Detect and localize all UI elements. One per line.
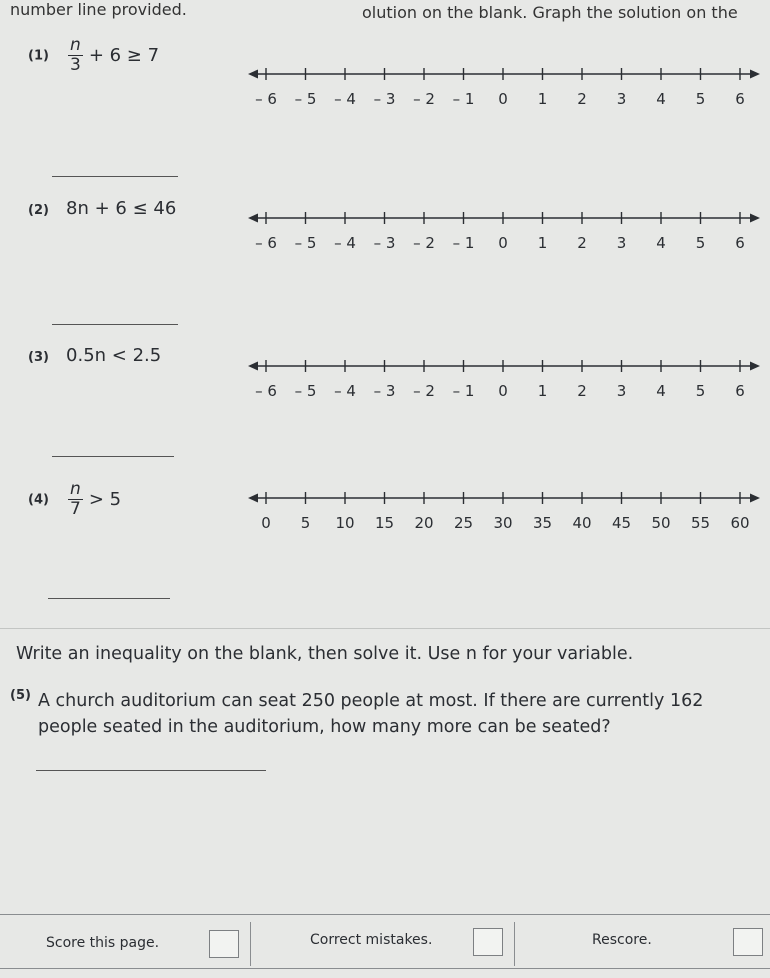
header-right-text: olution on the blank. Graph the solution on the xyxy=(362,3,738,22)
problem-number: (3) xyxy=(28,350,49,365)
tick-label: 6 xyxy=(735,234,745,252)
number-line-2[interactable] xyxy=(244,206,764,252)
tick-label: 0 xyxy=(261,514,271,532)
tick-label: – 6 xyxy=(255,382,277,400)
tick-label: – 1 xyxy=(452,382,475,400)
problem-5-text: A church auditorium can seat 250 people at most. If there are currently 162 people seated in the auditorium, how many more can be seated? xyxy=(38,691,704,738)
number-line-1[interactable] xyxy=(244,62,764,108)
tick-label: 10 xyxy=(335,514,355,532)
number-line-4[interactable] xyxy=(244,486,764,532)
left-arrow-icon xyxy=(248,362,258,371)
tick-label: 50 xyxy=(651,514,671,532)
score-box[interactable] xyxy=(209,930,239,958)
tick-label: – 5 xyxy=(294,90,317,108)
tick-label: 3 xyxy=(616,382,627,400)
tick-label: – 3 xyxy=(373,234,396,252)
score-label: Score this page. xyxy=(46,935,160,951)
instruction-text: Write an inequality on the blank, then solve it. Use n for your variable. xyxy=(16,644,634,664)
tick-label: 5 xyxy=(300,514,311,532)
tick-label: 4 xyxy=(656,234,666,252)
footer-bottom-line xyxy=(0,968,770,969)
answer-blank-4[interactable] xyxy=(48,598,170,599)
problem-2 xyxy=(28,198,176,219)
tick-label: 0 xyxy=(498,382,508,400)
tick-label: 20 xyxy=(414,514,434,532)
tick-label: 35 xyxy=(532,514,553,532)
footer-divider xyxy=(514,922,515,966)
number-line-3[interactable] xyxy=(244,354,764,400)
tick-label: 1 xyxy=(537,382,548,400)
tick-label: – 4 xyxy=(334,90,356,108)
tick-label: – 4 xyxy=(334,382,356,400)
tick-label: – 2 xyxy=(413,90,435,108)
tick-label: 5 xyxy=(695,90,706,108)
answer-blank-3[interactable] xyxy=(52,456,174,457)
footer-divider xyxy=(250,922,251,966)
tick-label: – 2 xyxy=(413,234,435,252)
problem-number: (1) xyxy=(28,48,49,64)
fraction-denominator: 7 xyxy=(70,498,81,519)
right-arrow-icon xyxy=(750,214,760,223)
expression-rest: > 5 xyxy=(88,488,122,510)
tick-label: 2 xyxy=(577,234,587,252)
problem-1 xyxy=(28,36,159,74)
tick-label: 1 xyxy=(537,90,548,108)
right-arrow-icon xyxy=(750,362,760,371)
tick-label: – 4 xyxy=(334,234,356,252)
tick-label: 2 xyxy=(577,90,587,108)
tick-label: 3 xyxy=(616,90,627,108)
rescore-label: Rescore. xyxy=(592,932,652,948)
tick-label: 40 xyxy=(572,514,592,532)
tick-label: 45 xyxy=(611,514,632,532)
tick-label: – 5 xyxy=(294,234,317,252)
tick-label: 3 xyxy=(616,234,627,252)
left-arrow-icon xyxy=(248,494,258,503)
right-arrow-icon xyxy=(750,494,760,503)
problem-number: (4) xyxy=(28,492,49,508)
tick-label: 0 xyxy=(498,234,508,252)
tick-label: – 1 xyxy=(452,90,475,108)
tick-label: 2 xyxy=(577,382,587,400)
answer-blank-1[interactable] xyxy=(52,176,178,177)
inequality-expression: 0.5n < 2.5 xyxy=(66,345,162,366)
tick-label: 6 xyxy=(735,382,745,400)
correct-mistakes-box[interactable] xyxy=(473,928,503,956)
problem-4 xyxy=(28,480,121,518)
tick-label: 5 xyxy=(695,234,706,252)
tick-label: – 3 xyxy=(373,382,396,400)
tick-label: 60 xyxy=(730,514,750,532)
left-arrow-icon xyxy=(248,214,258,223)
answer-blank-5[interactable] xyxy=(36,770,266,771)
fraction-denominator: 3 xyxy=(70,54,81,75)
left-arrow-icon xyxy=(248,70,258,79)
tick-label: 1 xyxy=(537,234,548,252)
header-left-text: number line provided. xyxy=(10,0,187,19)
problem-5-number: (5) xyxy=(10,688,31,703)
tick-label: – 5 xyxy=(294,382,317,400)
tick-label: – 3 xyxy=(373,90,396,108)
tick-label: 55 xyxy=(690,514,711,532)
tick-label: – 2 xyxy=(413,382,435,400)
correct-mistakes-label: Correct mistakes. xyxy=(310,932,433,948)
right-arrow-icon xyxy=(750,70,760,79)
tick-label: 25 xyxy=(453,514,474,532)
problem-number: (2) xyxy=(28,203,49,218)
section-divider xyxy=(0,628,770,629)
tick-label: 4 xyxy=(656,382,666,400)
tick-label: – 6 xyxy=(255,90,277,108)
tick-label: 15 xyxy=(374,514,395,532)
fraction xyxy=(68,36,83,74)
tick-label: – 1 xyxy=(452,234,475,252)
answer-blank-2[interactable] xyxy=(52,324,178,325)
fraction-numerator: n xyxy=(70,479,81,499)
expression-rest: + 6 ≥ 7 xyxy=(88,44,160,66)
tick-label: 0 xyxy=(498,90,508,108)
tick-label: 30 xyxy=(493,514,513,532)
tick-label: 4 xyxy=(656,90,666,108)
tick-label: 5 xyxy=(695,382,706,400)
rescore-box[interactable] xyxy=(733,928,763,956)
problem-3 xyxy=(28,345,161,366)
fraction-numerator: n xyxy=(70,35,81,55)
fraction xyxy=(68,480,83,518)
tick-label: – 6 xyxy=(255,234,277,252)
footer-top-line xyxy=(0,914,770,915)
inequality-expression: 8n + 6 ≤ 46 xyxy=(66,198,177,219)
tick-label: 6 xyxy=(735,90,745,108)
